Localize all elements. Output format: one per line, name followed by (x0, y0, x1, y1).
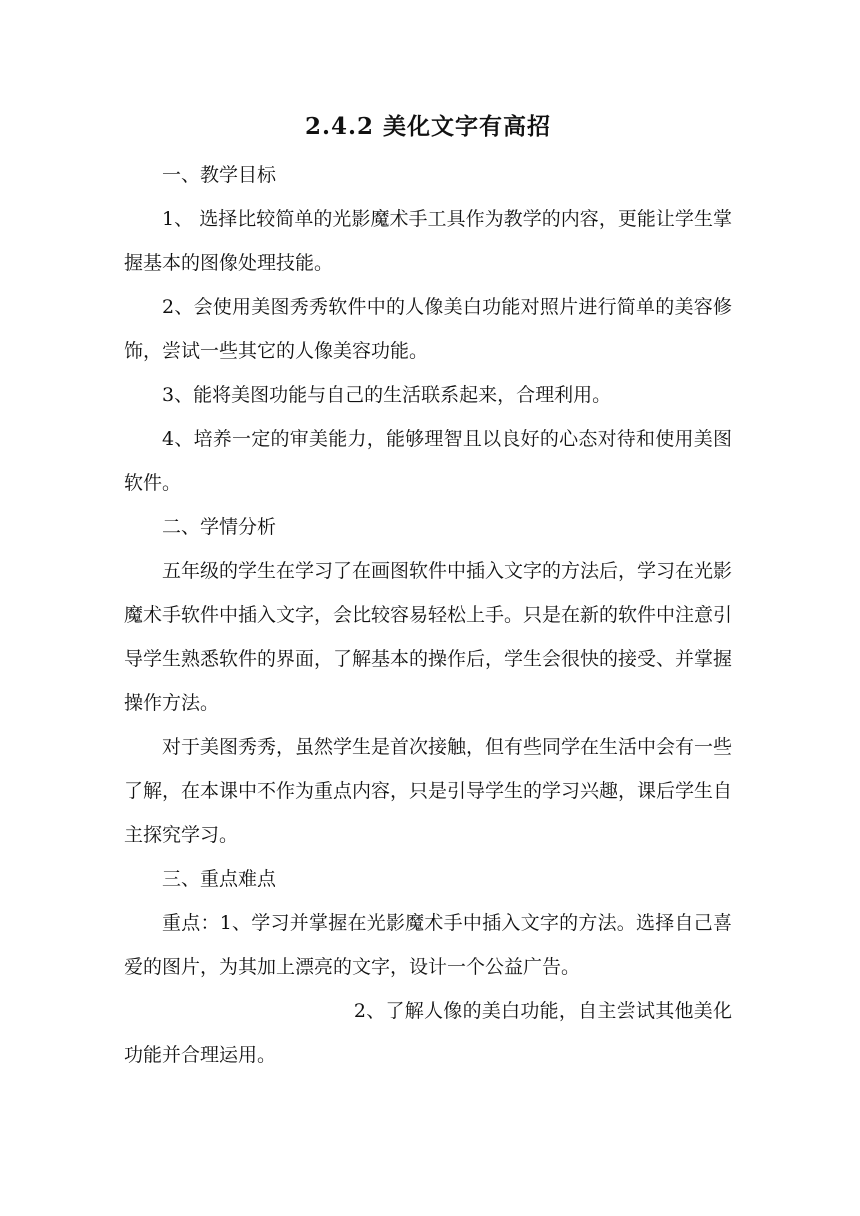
document-page (124, 108, 732, 1077)
learner-analysis-paragraph-2: 对于美图秀秀，虽然学生是首次接触，但有些同学在生活中会有一些了解，在本课中不作为重点内容，只是引导学生的学习兴趣，课后学生自主探究学习。 (124, 736, 733, 846)
key-point-1: 重点：1、学习并掌握在光影魔术手中插入文字的方法。选择自己喜爱的图片，为其加上漂亮的文字，设计一个公益广告。 (124, 912, 732, 978)
section-heading-learner-analysis: 二、学情分析 (162, 516, 277, 538)
section-heading-objectives: 一、教学目标 (162, 164, 277, 186)
key-point-2: 2、了解人像的美白功能，自主尝试其他美化功能并合理运用。 (124, 1000, 732, 1066)
objective-item-1: 1、 选择比较简单的光影魔术手工具作为教学的内容，更能让学生掌握基本的图像处理技能。 (124, 208, 732, 274)
objective-item-3: 3、能将美图功能与自己的生活联系起来，合理利用。 (162, 384, 612, 406)
document-title: 2.4.2 美化文字有高招 (304, 113, 552, 140)
section-heading-key-points: 三、重点难点 (162, 868, 277, 890)
objective-item-2: 2、会使用美图秀秀软件中的人像美白功能对照片进行简单的美容修饰，尝试一些其它的人像美容功能。 (124, 296, 732, 362)
objective-item-4: 4、培养一定的审美能力，能够理智且以良好的心态对待和使用美图软件。 (124, 428, 732, 494)
learner-analysis-paragraph-1: 五年级的学生在学习了在画图软件中插入文字的方法后，学习在光影魔术手软件中插入文字，会比较容易轻松上手。只是在新的软件中注意引导学生熟悉软件的界面，了解基本的操作后，学生会很快的接受、并掌握操作方法。 (124, 560, 733, 714)
